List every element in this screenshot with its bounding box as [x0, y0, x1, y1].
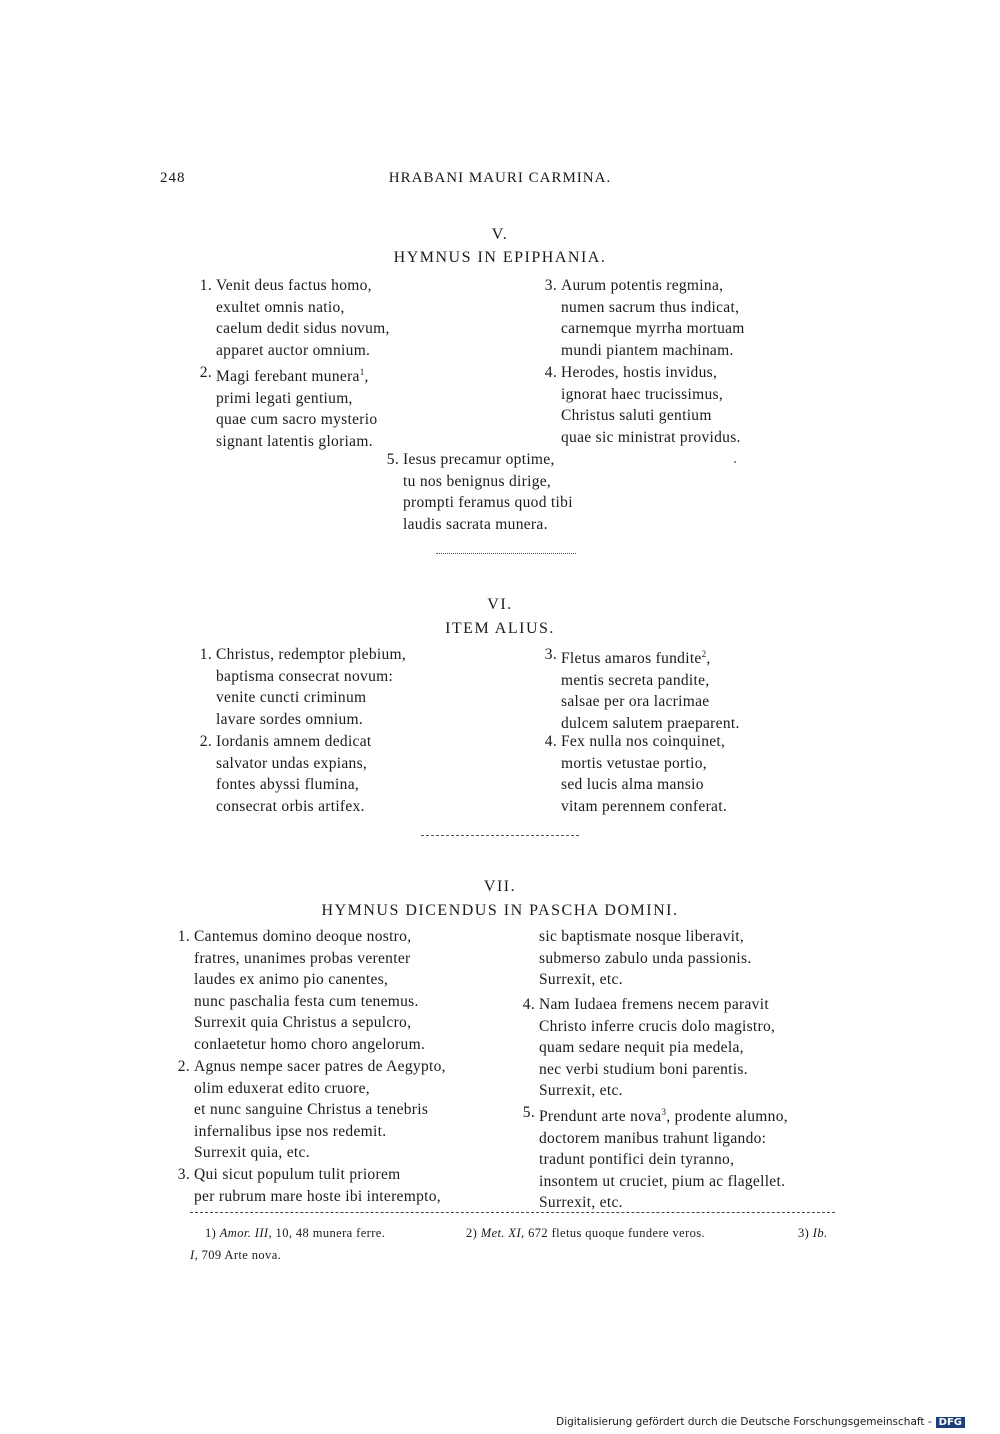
speck: [734, 461, 736, 463]
section-numeral-vi: VI.: [487, 596, 513, 613]
stanza-v-3: 3. Aurum potentis regmina, numen sacrum thus indicat, carnemque myrrha mortuam mundi piantem machinam.: [544, 277, 745, 359]
section-ornament: [421, 835, 579, 836]
footnote-3-continued: I, 709 Arte nova.: [190, 1248, 282, 1262]
footnote-mark-3: 3: [661, 1107, 667, 1117]
footnote-2: 2) Met. XI, 672 fletus quoque fundere veros.: [466, 1226, 706, 1240]
digitization-credit: Digitalisierung gefördert durch die Deutsche Forschungsgemeinschaft - DFG: [556, 1416, 965, 1428]
section-title-vi: ITEM ALIUS.: [445, 620, 555, 637]
stanza-vii-1: 1. Cantemus domino deoque nostro, fratres, unanimes probas verenter laudes ex animo pio canentes, nunc paschalia festa cum tenemus. Surrexit quia Christus a sepulcro, conlaetetur homo choro angelorum.: [177, 928, 426, 1053]
stanza-v-4: 4. Herodes, hostis invidus, ignorat haec trucissimus, Christus saluti gentium quae sic ministrat providus.: [544, 364, 741, 446]
footnote-mark-2: 2: [701, 649, 707, 659]
stanza-vii-5: 5. Prendunt arte nova$^3$, prodente alumno, doctorem manibus trahunt ligando: tradunt pontifici dein tyranno, insontem ut cruciet, pium ac flagellet. Surrexit, etc.: [522, 1104, 788, 1212]
stanza-vii-4: 4. Nam Iudaea fremens necem paravit Christo inferre crucis dolo magistro, quam sedare nequit pia medela, nec verbi studium boni parentis. Surrexit, etc.: [522, 996, 776, 1099]
section-title-v: HYMNUS IN EPIPHANIA.: [393, 249, 607, 266]
stanza-v-5: 5. Iesus precamur optime, tu nos benignus dirige, prompti feramus quod tibi laudis sacrata munera.: [386, 451, 573, 533]
section-ornament: [436, 553, 576, 554]
stanza-vi-3: 3. Fletus amaros fundite$^2$, mentis secreta pandite, salsae per ora lacrimae dulcem salutem praeparent.: [544, 646, 740, 732]
dfg-logo: DFG: [936, 1417, 965, 1428]
stanza-v-1: 1. Venit deus factus homo, exultet omnis natio, caelum dedit sidus novum, apparet auctor omnium.: [199, 277, 390, 359]
stanza-vi-2: 2. Iordanis amnem dedicat salvator undas expians, fontes abyssi flumina, consecrat orbis artifex.: [199, 733, 372, 815]
stanza-vii-2: 2. Agnus nempe sacer patres de Aegypto, olim eduxerat edito cruore, et nunc sanguine Christus a tenebris infernalibus ipse nos redemit. Surrexit quia, etc.: [177, 1058, 446, 1161]
section-numeral-v: V.: [491, 226, 509, 243]
stanza-vii-3-continued: sic baptismate nosque liberavit, submerso zabulo unda passionis. Surrexit, etc.: [539, 928, 752, 988]
stanza-vi-1: 1. Christus, redemptor plebium, baptisma consecrat novum: venite cuncti criminum lavare sordes omnium.: [199, 646, 407, 728]
footnote-rule: [190, 1212, 835, 1213]
page-number: 248: [160, 170, 186, 186]
running-title: HRABANI MAURI CARMINA.: [388, 170, 612, 186]
footnote-mark-1: 1: [359, 367, 365, 377]
section-numeral-vii: VII.: [483, 878, 517, 895]
stanza-vi-4: 4. Fex nulla nos coinquinet, mortis vetustae portio, sed lucis alma mansio vitam perennem conferat.: [544, 733, 727, 815]
footnote-3: 3) Ib.: [798, 1226, 828, 1240]
footnote-1: 1) Amor. III, 10, 48 munera ferre.: [205, 1226, 386, 1240]
running-header: [160, 170, 840, 192]
stanza-v-2: 2. Magi ferebant munera$^1$, primi legati gentium, quae cum sacro mysterio signant latentis gloriam.: [199, 364, 378, 450]
section-title-vii: HYMNUS DICENDUS IN PASCHA DOMINI.: [321, 902, 679, 919]
stanza-vii-3: 3. Qui sicut populum tulit priorem per rubrum mare hoste ibi interempto,: [177, 1166, 441, 1205]
